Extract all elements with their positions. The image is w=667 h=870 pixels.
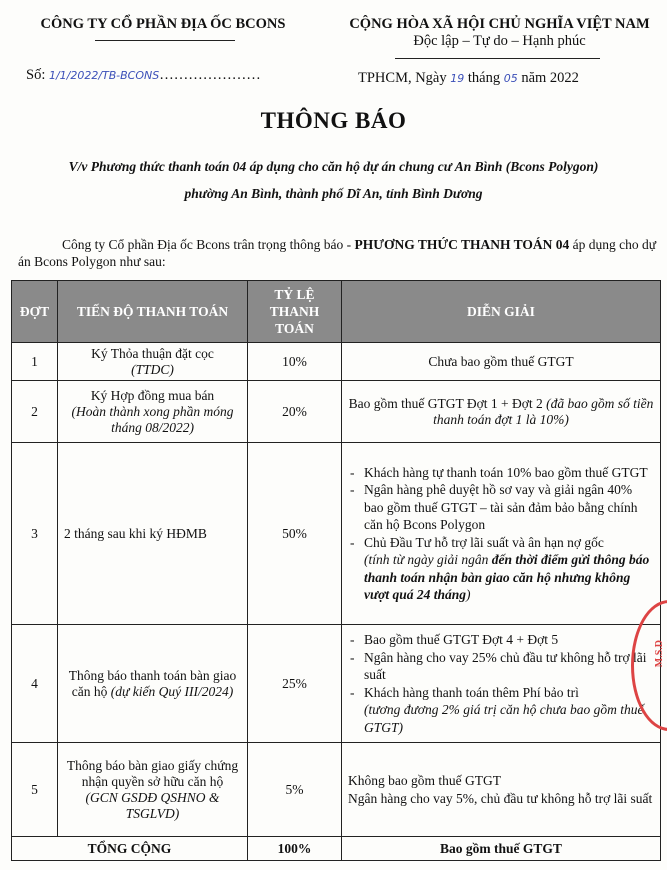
document-number <box>26 67 261 84</box>
motto-underline <box>395 58 600 59</box>
table-total-row <box>12 837 661 861</box>
progress-note: (GCN GSDĐ QSHNO & TSGLVD) <box>85 789 220 821</box>
subject-line-2: phường An Bình, thành phố Dĩ An, tỉnh Bình Dương <box>184 186 483 201</box>
table-row <box>12 443 661 625</box>
number-handwritten: 1/1/2022/TB-BCONS <box>48 69 160 82</box>
intro-rest: áp dụng cho dự án Bcons Polygon như sau: <box>18 237 657 269</box>
row-ratio: 10% <box>248 343 342 381</box>
document-title: THÔNG BÁO <box>260 108 407 133</box>
progress-note: (dự kiến Quý III/2024) <box>110 683 234 699</box>
row-progress <box>58 625 248 743</box>
progress-text: Ký Hợp đồng mua bán <box>90 387 215 403</box>
note-part-a: (tính từ ngày giải ngân <box>364 552 489 567</box>
list-item: - Bao gồm thuế GTGT Đợt 4 + Đợt 5 <box>364 631 654 649</box>
intro-paragraph <box>18 236 658 270</box>
row-ratio: 5% <box>248 743 342 837</box>
list-item: - Khách hàng tự thanh toán 10% bao gồm thuế GTGT <box>364 464 654 482</box>
progress-note: (TTDC) <box>131 361 174 377</box>
row-explain <box>342 743 661 837</box>
intro-text: Công ty Cổ phần Địa ốc Bcons trân trọng thông báo - <box>62 237 352 252</box>
row-dot: 2 <box>12 381 58 443</box>
list-item: - Khách hàng thanh toán thêm Phí bảo trì <box>364 684 654 702</box>
header-dot: ĐỢT <box>12 281 58 343</box>
row-explain <box>342 381 661 443</box>
row-ratio: 25% <box>248 625 342 743</box>
number-label: Số: <box>26 67 46 83</box>
row-progress <box>58 743 248 837</box>
date-prefix: TPHCM, Ngày <box>358 70 447 86</box>
motto: Độc lập – Tự do – Hạnh phúc <box>413 33 586 49</box>
header-ratio: TỶ LỆ THANH TOÁN <box>248 281 342 343</box>
row-dot: 5 <box>12 743 58 837</box>
row-explain <box>342 625 661 743</box>
list-item: - Chủ Đầu Tư hỗ trợ lãi suất và ân hạn nợ gốc <box>364 534 654 552</box>
intro-bold: PHƯƠNG THỨC THANH TOÁN 04 <box>354 237 570 252</box>
total-label: TỔNG CỘNG <box>12 837 248 861</box>
list-item: - Ngân hàng cho vay 25% chủ đầu tư không hỗ trợ lãi suất <box>364 649 654 684</box>
row-ratio: 20% <box>248 381 342 443</box>
row-explain <box>342 443 661 625</box>
total-ratio: 100% <box>248 837 342 861</box>
header-explain: DIỄN GIẢI <box>342 281 661 343</box>
row-explain: Chưa bao gồm thuế GTGT <box>342 343 661 381</box>
date-day: 19 <box>450 72 465 85</box>
document-date <box>358 70 579 87</box>
row-dot: 1 <box>12 343 58 381</box>
row-ratio: 50% <box>248 443 342 625</box>
maintenance-note: (tương đương 2% giá trị căn hộ chưa bao gồm thuế GTGT) <box>364 702 644 735</box>
date-month-label: tháng <box>467 70 501 86</box>
date-year: năm 2022 <box>521 70 579 86</box>
subject-line-1: V/v Phương thức thanh toán 04 áp dụng cho căn hộ dự án chung cư An Bình (Bcons Polygon) <box>68 159 599 174</box>
progress-text: Thông báo thanh toán bàn giao căn hộ <box>68 667 237 699</box>
document-subject <box>0 153 667 207</box>
total-explain: Bao gồm thuế GTGT <box>342 837 661 861</box>
table-row <box>12 343 661 381</box>
table-header-row <box>12 281 661 343</box>
row-progress <box>58 343 248 381</box>
header-progress: TIẾN ĐỘ THANH TOÁN <box>58 281 248 343</box>
republic-name: CỘNG HÒA XÃ HỘI CHỦ NGHĨA VIỆT NAM <box>349 16 650 32</box>
row-dot: 3 <box>12 443 58 625</box>
row-progress: 2 tháng sau khi ký HĐMB <box>58 443 248 625</box>
explain-line-1: Không bao gồm thuế GTGT <box>348 773 501 788</box>
note-part-c: ) <box>465 587 471 602</box>
table-row <box>12 743 661 837</box>
row-progress <box>58 381 248 443</box>
table-row <box>12 625 661 743</box>
company-underline <box>95 40 235 41</box>
explain-note: (đã bao gồm số tiền thanh toán đợt 1 là 10%) <box>433 395 654 427</box>
progress-note: (Hoàn thành xong phần móng tháng 08/2022) <box>71 403 234 435</box>
progress-text: Ký Thỏa thuận đặt cọc <box>91 345 214 361</box>
explain-text: Bao gồm thuế GTGT Đợt 1 + Đợt 2 <box>348 395 543 411</box>
number-dots: ………………… <box>159 67 261 83</box>
interest-note <box>348 551 654 604</box>
note-part-b: đến thời điểm gửi thông báo thanh toán nhận bàn giao căn hộ nhưng không vượt quá 24 tháng <box>364 552 650 602</box>
row-dot: 4 <box>12 625 58 743</box>
table-row <box>12 381 661 443</box>
explain-line-2: Ngân hàng cho vay 5%, chủ đầu tư không hỗ trợ lãi suất <box>348 790 653 806</box>
progress-text: Thông báo bàn giao giấy chứng nhận quyền sở hữu căn hộ <box>66 757 239 789</box>
list-item: - Ngân hàng phê duyệt hồ sơ vay và giải ngân 40% bao gồm thuế GTGT – tài sản đảm bảo bằng chính căn hộ Bcons Polygon <box>364 481 654 534</box>
payment-table <box>11 280 661 861</box>
stamp-text: M.S.D <box>654 640 665 668</box>
company-name: CÔNG TY CỔ PHẦN ĐỊA ỐC BCONS <box>40 16 286 32</box>
date-month: 05 <box>503 72 518 85</box>
republic-header <box>332 16 667 50</box>
